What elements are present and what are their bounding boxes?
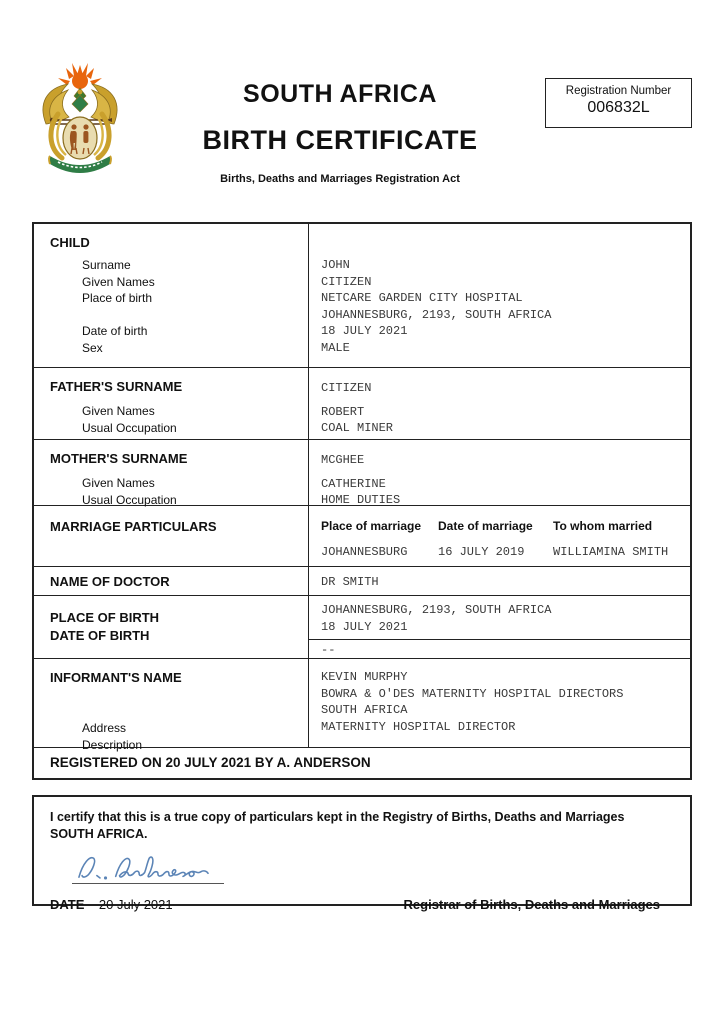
child-sex-value: MALE <box>321 340 350 355</box>
mother-section-header: MOTHER'S SURNAME <box>50 451 188 466</box>
section-informant <box>34 658 690 752</box>
certification-text-line2: SOUTH AFRICA. <box>50 827 148 841</box>
mother-given-names-label: Given Names <box>82 476 155 490</box>
section-mother <box>34 439 690 505</box>
registration-number-label: Registration Number <box>565 85 672 97</box>
birth-date-value: 18 JULY 2021 <box>321 619 408 634</box>
informant-description-value: MATERNITY HOSPITAL DIRECTOR <box>321 719 516 734</box>
registration-number-value: 006832L <box>587 99 650 116</box>
informant-description-label: Description <box>82 737 143 752</box>
informant-section-header: INFORMANT'S NAME <box>50 670 182 685</box>
certification-box <box>32 795 692 912</box>
date-label: DATE <box>50 897 85 912</box>
section-child <box>34 224 690 367</box>
doctor-name-value: DR SMITH <box>321 575 379 589</box>
child-date-of-birth-value: 18 JULY 2021 <box>321 324 408 338</box>
section-father <box>34 367 690 439</box>
section-birth-place-date <box>34 595 690 658</box>
date-of-marriage-value: 16 JULY 2019 <box>438 545 525 559</box>
title-block <box>130 80 550 185</box>
child-place-of-birth-value-line2: JOHANNESBURG, 2193, SOUTH AFRICA <box>321 307 552 322</box>
father-section-header: FATHER'S SURNAME <box>50 379 183 394</box>
father-occupation-label: Usual Occupation <box>82 420 177 435</box>
child-surname-value: JOHN <box>321 258 350 272</box>
informant-name-value-line1: KEVIN MURPHY <box>321 670 408 684</box>
registration-number-box <box>545 78 692 128</box>
particulars-table <box>32 222 692 780</box>
registrar-signature <box>72 849 224 884</box>
section-marriage <box>34 505 690 566</box>
date-of-marriage-label: Date of marriage <box>438 519 533 533</box>
mother-given-names-value: CATHERINE <box>321 476 386 491</box>
marriage-section-header: MARRIAGE PARTICULARS <box>50 519 217 534</box>
place-of-birth-header: PLACE OF BIRTH <box>50 610 160 625</box>
place-of-marriage-value: JOHANNESBURG <box>321 545 408 559</box>
place-of-marriage-label: Place of marriage <box>321 519 422 533</box>
certification-text <box>50 809 670 843</box>
signature-image <box>72 849 222 885</box>
father-occupation-value: COAL MINER <box>321 421 394 435</box>
document-title: BIRTH CERTIFICATE <box>202 125 478 155</box>
informant-address-label: Address <box>82 721 127 735</box>
certification-text-line1: I certify that this is a true copy of particulars kept in the Registry of Births, Deaths and Marriages <box>50 810 625 824</box>
birth-extra-value: -- <box>321 642 336 657</box>
doctor-section-header: NAME OF DOCTOR <box>50 574 170 589</box>
date-row-left <box>50 896 173 914</box>
child-given-names-label: Given Names <box>82 274 155 289</box>
country-title: SOUTH AFRICA <box>243 80 437 108</box>
father-given-names-value: ROBERT <box>321 404 365 419</box>
to-whom-married-value: WILLIAMINA SMITH <box>553 545 669 559</box>
registrar-title: Registrar of Births, Deaths and Marriages <box>403 897 660 912</box>
child-sex-label: Sex <box>82 340 103 355</box>
father-given-names-label: Given Names <box>82 404 155 418</box>
date-value: 20 July 2021 <box>98 897 173 912</box>
act-subtitle: Births, Deaths and Marriages Registration Act <box>220 173 460 185</box>
mother-surname-value: MCGHEE <box>321 453 365 467</box>
registered-statement: REGISTERED ON 20 JULY 2021 BY A. ANDERSON <box>50 755 371 770</box>
child-given-names-value: CITIZEN <box>321 274 372 289</box>
child-surname-label: Surname <box>82 258 131 272</box>
birth-place-value: JOHANNESBURG, 2193, SOUTH AFRICA <box>321 603 552 617</box>
child-date-of-birth-label: Date of birth <box>82 324 148 338</box>
child-section-header: CHILD <box>50 235 90 250</box>
informant-address-value: SOUTH AFRICA <box>321 703 408 717</box>
mother-occupation-value: HOME DUTIES <box>321 493 401 507</box>
child-place-of-birth-label: Place of birth <box>82 291 153 305</box>
informant-name-value-line2: BOWRA & O'DES MATERNITY HOSPITAL DIRECTORS <box>321 686 624 701</box>
to-whom-married-label: To whom married <box>553 519 653 533</box>
section-doctor <box>34 566 690 595</box>
child-place-of-birth-value-line1: NETCARE GARDEN CITY HOSPITAL <box>321 291 523 305</box>
mother-occupation-label: Usual Occupation <box>82 492 177 507</box>
signature-underline <box>72 883 224 884</box>
father-surname-value: CITIZEN <box>321 381 372 395</box>
south-africa-coat-of-arms-icon <box>38 62 122 180</box>
date-of-birth-header: DATE OF BIRTH <box>50 628 150 643</box>
